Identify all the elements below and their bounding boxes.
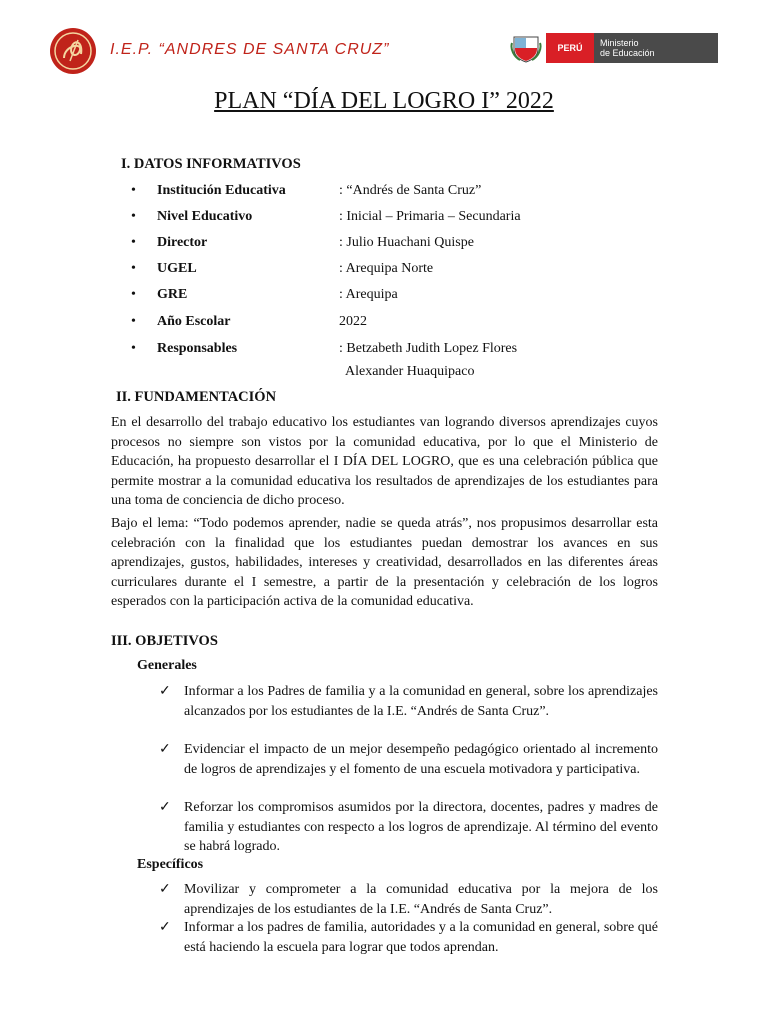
datos-label: Año Escolar [157,314,231,329]
bullet-icon: • [131,314,136,329]
objective-text: Informar a los padres de familia, autoridades y a la comunidad en general, sobre qué está haciendo la escuela para lograr que todos aprendan. [184,920,658,955]
ministry-line-1: Ministerio [600,38,639,48]
datos-label: Institución Educativa [157,183,286,198]
section-heading-fundamentacion: II. FUNDAMENTACIÓN [116,389,277,405]
checkmark-icon: ✓ [159,800,171,815]
ministry-label [594,33,718,63]
objective-text: Evidenciar el impacto de un mejor desempeño pedagógico orientado al incremento de logros de aprendizajes y el fomento de una escuela motivadora y participativa. [184,742,658,777]
datos-label: Responsables [157,341,238,356]
bullet-icon: • [131,235,136,250]
objective-text: Movilizar y comprometer a la comunidad educativa por la mejora de los aprendizajes de los estudiantes de la I.E. “Andrés de Santa Cruz”. [184,882,658,917]
datos-value: 2022 [339,314,367,329]
bullet-icon: • [131,341,136,356]
datos-label: Director [157,235,208,250]
paragraph-fundamentacion-2: Bajo el lema: “Todo podemos aprender, nadie se queda atrás”, nos propusimos desarrollar esta celebración con la finalidad que los estudiantes puedan demostrar los avances en sus aprendizajes, gustos, habilidades, intereses y creatividad, desarrollados en las diferentes áreas curriculares durante el I semestre, a partir de la presentación y celebración de los logros esperados con la participación activa de la comunidad educativa. [111,516,658,609]
checkmark-icon: ✓ [159,684,171,699]
datos-label: UGEL [157,261,197,276]
datos-label: Nivel Educativo [157,209,253,224]
checkmark-icon: ✓ [159,882,171,897]
school-name: I.E.P. “ANDRES DE SANTA CRUZ” [110,41,390,58]
datos-row [0,235,768,255]
subheading-especificos: Específicos [137,857,204,872]
bullet-icon: • [131,183,136,198]
datos-label: GRE [157,287,188,302]
bullet-icon: • [131,261,136,276]
datos-value: : Arequipa Norte [339,261,434,276]
section-heading-objetivos: III. OBJETIVOS [111,633,218,649]
ministry-line-2: de Educación [600,48,655,58]
ministry-logo [510,33,718,63]
datos-row [0,314,768,334]
datos-value: : Arequipa [339,287,398,302]
bullet-icon: • [131,209,136,224]
responsable-extra-row [0,364,768,384]
objective-text: Reforzar los compromisos asumidos por la directora, docentes, padres y madres de familia y estudiantes con respecto a los logros de aprendizaje. Al término del evento se habrá logrado. [184,800,658,854]
checkmark-icon: ✓ [159,742,171,757]
datos-value: : Julio Huachani Quispe [339,235,474,250]
objective-text: Informar a los Padres de familia y a la comunidad en general, sobre los aprendizajes alcanzados por los estudiantes de la I.E. “Andrés de Santa Cruz”. [184,684,658,719]
paragraph-fundamentacion-1: En el desarrollo del trabajo educativo los estudiantes van logrando diversos aprendizajes cuyos procesos no siempre son vistos por la comunidad educativa, por lo que el Ministerio de Educación, ha propuesto desarrollar el I DÍA DEL LOGRO, que es una celebración pública que permite mostrar a la comunidad educativa los resultados de aprendizajes de los estudiantes para una toma de conciencia de dicho proceso. [111,415,658,508]
datos-row [0,287,768,307]
datos-row [0,261,768,281]
bullet-icon: • [131,287,136,302]
peru-label: PERÚ [546,33,594,63]
datos-value: : Betzabeth Judith Lopez Flores [339,341,518,356]
national-shield-icon [510,33,542,63]
datos-row [0,183,768,203]
responsable-extra: Alexander Huaquipaco [345,364,475,379]
document-title: PLAN “DÍA DEL LOGRO I” 2022 [214,88,554,114]
datos-row [0,209,768,229]
school-logo-icon [50,28,96,74]
datos-value: : Inicial – Primaria – Secundaria [339,209,521,224]
datos-value: : “Andrés de Santa Cruz” [339,183,482,198]
datos-row [0,341,768,361]
section-heading-datos: I. DATOS INFORMATIVOS [121,156,301,172]
subheading-generales: Generales [137,658,197,673]
checkmark-icon: ✓ [159,920,171,935]
